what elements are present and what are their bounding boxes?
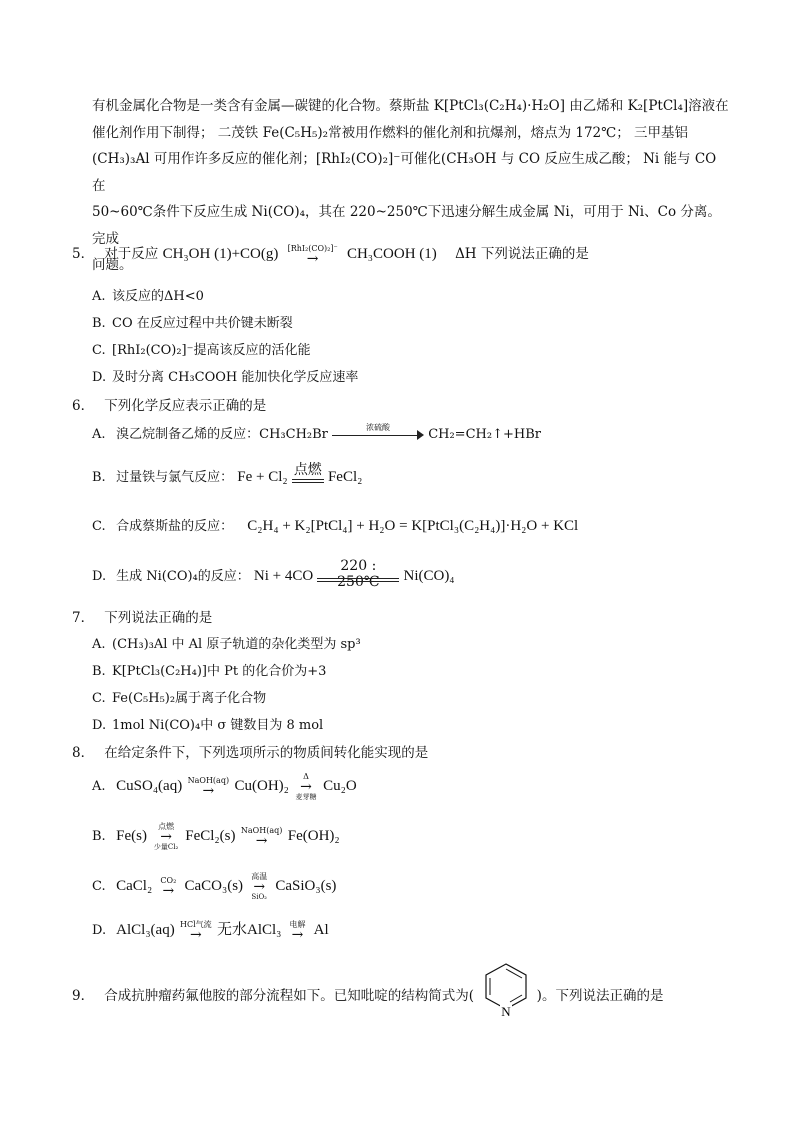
condition-label: 少量Cl₂ <box>153 843 179 851</box>
condition-label: NaOH(aq) <box>240 826 283 835</box>
question-8-stem <box>72 741 428 761</box>
condition-label: 220 : 250℃ <box>337 557 380 590</box>
option-label: A. <box>92 779 106 794</box>
question-number: 8． <box>72 745 95 761</box>
condition-label: 高温 <box>251 872 268 881</box>
question-9-stem <box>72 984 663 1004</box>
q7-option-b[interactable] <box>92 660 326 679</box>
condition-label: SiO₂ <box>251 893 267 901</box>
condition-label: NaOH(aq) <box>187 776 230 785</box>
q8-option-a[interactable] <box>92 772 357 801</box>
stem-suffix: ΔH 下列说法正确的是 <box>455 246 589 262</box>
species-2: FeCl₂(s) <box>185 828 236 844</box>
condition-label: 浓硫酸 <box>366 422 391 432</box>
option-label: B. <box>92 470 106 485</box>
arrow-icon: CO₂ → <box>156 876 180 897</box>
option-label: B. <box>92 316 106 331</box>
reaction-lhs: Fe + Cl₂ <box>237 469 288 485</box>
condition-label: Δ <box>303 772 309 781</box>
arrow-icon: NaOH(aq) → <box>240 826 283 849</box>
q5-option-b[interactable] <box>92 312 293 331</box>
stem-prefix: 对于反应 <box>104 246 159 262</box>
intro-line-5: 问题。 <box>92 257 133 273</box>
catalyst-arrow <box>283 244 343 265</box>
reaction-lhs: CH₃OH (1)+CO(g) <box>162 246 279 262</box>
option-label: A. <box>92 637 106 652</box>
species-1: AlCl₃(aq) <box>116 922 175 938</box>
condition-label: 点燃 <box>293 461 322 478</box>
q7-option-c[interactable] <box>92 687 266 706</box>
option-label: B. <box>92 664 106 679</box>
equation: C₂H₄ + K₂[PtCl₄] + H₂O = K[PtCl₃(C₂H₄)]·H₂O + KCl <box>247 518 579 534</box>
option-label: A. <box>92 289 106 304</box>
option-label: C. <box>92 519 106 534</box>
option-text: (CH₃)₃Al 中 Al 原子轨道的杂化类型为 sp³ <box>112 637 361 652</box>
option-text: 1mol Ni(CO)₄中 σ 键数目为 8 mol <box>112 718 324 733</box>
arrow-icon: → <box>306 251 319 267</box>
intro-line-4: 50~60℃条件下反应生成 Ni(CO)₄，其在 220~250℃下迅速分解生成金属 Ni，可用于 Ni、Co 分离。完成 <box>92 204 721 247</box>
condition-label: CO₂ <box>160 876 177 885</box>
product-text: CH₂=CH₂↑+HBr <box>428 427 541 442</box>
question-number: 5． <box>72 246 95 262</box>
option-text: K[PtCl₃(C₂H₄)]中 Pt 的化合价为+3 <box>112 664 327 679</box>
species-1: CaCl₂ <box>116 878 153 894</box>
species-1: CuSO₄(aq) <box>116 778 183 794</box>
q8-option-d[interactable] <box>92 918 329 941</box>
arrow-icon: Δ → 麦芽糖 <box>293 772 319 801</box>
option-label: C. <box>92 879 106 894</box>
condition-label: 麦芽糖 <box>295 793 317 801</box>
option-text: [RhI₂(CO)₂]⁻提高该反应的活化能 <box>112 343 311 358</box>
q7-option-d[interactable] <box>92 714 323 733</box>
option-label: D. <box>92 718 107 733</box>
question-number: 7． <box>72 610 95 626</box>
double-line-icon <box>292 461 324 489</box>
option-text: 及时分离 CH₃COOH 能加快化学反应速率 <box>112 370 359 385</box>
intro-line-2: 催化剂作用下制得； 二茂铁 Fe(C₅H₅)₂常被用作燃料的催化剂和抗爆剂，熔点为 172℃； 三甲基铝 <box>92 124 689 141</box>
condition-label: 点燃 <box>158 822 175 831</box>
option-text: 该反应的ΔH<0 <box>112 289 204 304</box>
condition-label: HCl气流 <box>180 920 212 929</box>
q5-option-d[interactable] <box>92 366 358 385</box>
intro-line-1: 有机金属化合物是一类含有金属—碳键的化合物。蔡斯盐 K[PtCl₃(C₂H₄)·H₂O] 由乙烯和 K₂[PtCl₄]溶液在 <box>92 98 729 114</box>
arrow-icon <box>332 422 424 442</box>
option-label: D. <box>92 923 107 938</box>
pyridine-structure-icon <box>480 960 532 1020</box>
species-3: CaSiO₃(s) <box>275 878 337 894</box>
option-label: A. <box>92 427 106 442</box>
stem-text-a: 合成抗肿瘤药氟他胺的部分流程如下。已知吡啶的结构简式为( <box>104 988 475 1004</box>
q6-option-c[interactable] <box>92 515 578 535</box>
reaction-rhs: Ni(CO)₄ <box>403 568 455 584</box>
q6-option-d[interactable] <box>92 557 455 590</box>
option-label: C. <box>92 691 106 706</box>
nitrogen-label: N <box>501 1004 511 1019</box>
q6-option-b[interactable] <box>92 461 363 489</box>
q5-option-c[interactable] <box>92 339 310 358</box>
arrow-icon: NaOH(aq) → <box>187 776 230 799</box>
condition-label: 电解 <box>289 920 306 929</box>
intro-line-3: (CH₃)₃Al 可用作许多反应的催化剂；[RhI₂(CO)₂]⁻可催化(CH₃OH 与 CO 反应生成乙酸； Ni 能与 CO 在 <box>92 151 717 194</box>
catalyst-label: [RhI₂(CO)₂]⁻ <box>287 244 338 253</box>
q8-option-c[interactable] <box>92 872 336 901</box>
question-6-stem <box>72 394 266 414</box>
q8-option-b[interactable] <box>92 822 340 851</box>
arrow-icon: HCl气流 → <box>180 920 212 943</box>
species-2: 无水AlCl₃ <box>216 922 282 938</box>
q7-option-a[interactable] <box>92 633 361 652</box>
reaction-rhs: FeCl₂ <box>327 469 363 485</box>
stem-text-b: )。下列说法正确的是 <box>536 988 664 1004</box>
option-text: 过量铁与氯气反应： <box>116 470 234 485</box>
option-label: D. <box>92 569 107 584</box>
species-1: Fe(s) <box>116 828 147 844</box>
option-text: 生成 Ni(CO)₄的反应： <box>116 569 250 584</box>
option-label: C. <box>92 343 106 358</box>
option-text: Fe(C₅H₅)₂属于离子化合物 <box>112 691 267 706</box>
species-2: Cu(OH)₂ <box>234 778 289 794</box>
arrow-icon: 点燃 → 少量Cl₂ <box>151 822 181 851</box>
question-5-stem <box>72 242 589 265</box>
option-text: CO 在反应过程中共价键未断裂 <box>112 316 293 331</box>
q6-option-a[interactable] <box>92 423 541 442</box>
stem-text: 在给定条件下，下列选项所示的物质间转化能实现的是 <box>104 745 429 761</box>
stem-text: 下列化学反应表示正确的是 <box>104 398 267 414</box>
option-label: B. <box>92 829 106 844</box>
question-7-stem <box>72 606 212 626</box>
option-text: 溴乙烷制备乙烯的反应：CH₃CH₂Br <box>116 427 328 442</box>
option-text: 合成蔡斯盐的反应： <box>116 519 234 534</box>
reaction-lhs: Ni + 4CO <box>253 568 314 584</box>
species-3: Fe(OH)₂ <box>287 828 340 844</box>
arrow-icon: 高温 → SiO₂ <box>247 872 271 901</box>
question-number: 6． <box>72 398 95 414</box>
species-3: Cu₂O <box>323 778 357 794</box>
species-2: CaCO₃(s) <box>184 878 244 894</box>
stem-text: 下列说法正确的是 <box>104 610 213 626</box>
arrow-icon: 电解 → <box>286 920 310 941</box>
option-label: D. <box>92 370 107 385</box>
q5-option-a[interactable] <box>92 285 204 304</box>
double-line-icon <box>317 557 399 590</box>
question-number: 9． <box>72 988 95 1004</box>
reaction-rhs: CH₃COOH (1) <box>346 246 437 262</box>
species-3: Al <box>313 922 329 938</box>
